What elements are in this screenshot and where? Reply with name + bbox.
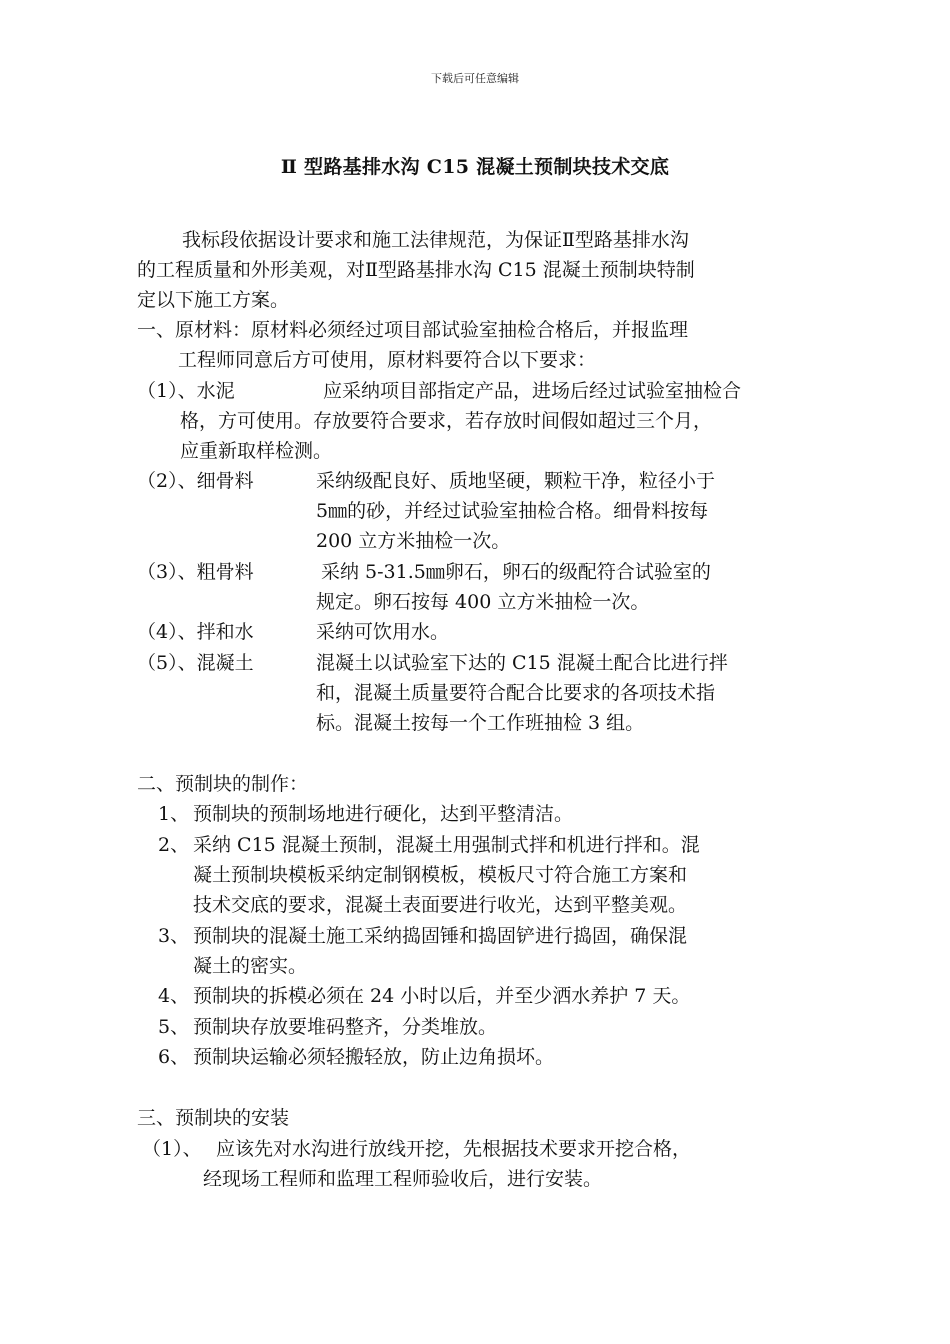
- intro-line: 的工程质量和外形美观，对Ⅱ型路基排水沟 C15 混凝土预制块特制: [137, 259, 695, 281]
- section3-heading: 三、预制块的安装: [137, 1107, 290, 1129]
- material-item-number: （5）、混凝土: [137, 652, 254, 674]
- material-item-text: 标。混凝土按每一个工作班抽检 3 组。: [316, 712, 645, 734]
- material-item-text: 采纳 5-31.5㎜卵石，卵石的级配符合试验室的: [321, 561, 711, 583]
- material-item-text: 200 立方米抽检一次。: [316, 530, 511, 552]
- install-item-number: （1）、: [142, 1138, 202, 1160]
- material-item-text: 应重新取样检测。: [180, 440, 333, 462]
- page-header: 下载后可任意编辑: [431, 72, 519, 85]
- step-text: 采纳 C15 混凝土预制，混凝土用强制式拌和机进行拌和。混: [193, 834, 700, 856]
- section2-heading: 二、预制块的制作：: [137, 773, 309, 795]
- material-item-number: （4）、拌和水: [137, 621, 254, 643]
- material-item-text: 格，方可使用。存放要符合要求，若存放时间假如超过三个月，: [180, 410, 713, 432]
- material-item-text: 规定。卵石按每 400 立方米抽检一次。: [316, 591, 650, 613]
- intro-line: 定以下施工方案。: [137, 289, 290, 311]
- material-item-number: （1）、水泥: [137, 380, 235, 402]
- material-item-text: 采纳级配良好、质地坚硬，颗粒干净，粒径小于: [316, 470, 716, 492]
- step-text: 凝土的密实。: [193, 955, 308, 977]
- step-text: 预制块运输必须轻搬轻放，防止边角损坏。: [193, 1046, 555, 1068]
- step-text: 技术交底的要求，混凝土表面要进行收光，达到平整美观。: [193, 894, 688, 916]
- material-item-text: 采纳可饮用水。: [316, 621, 450, 643]
- material-item-text: 应采纳项目部指定产品，进场后经过试验室抽检合: [323, 380, 742, 402]
- install-item-text: 应该先对水沟进行放线开挖，先根据技术要求开挖合格，: [216, 1138, 692, 1160]
- section1-heading: 一、原材料：原材料必须经过项目部试验室抽检合格后，并报监理: [137, 319, 689, 341]
- material-item-text: 和，混凝土质量要符合配合比要求的各项技术指: [316, 682, 716, 704]
- step-text: 预制块的预制场地进行硬化，达到平整清洁。: [193, 803, 574, 825]
- intro-line: 我标段依据设计要求和施工法律规范，为保证Ⅱ型路基排水沟: [182, 229, 689, 251]
- step-text: 预制块的拆模必须在 24 小时以后，并至少洒水养护 7 天。: [193, 985, 691, 1007]
- install-item-text: 经现场工程师和监理工程师验收后，进行安装。: [203, 1168, 603, 1190]
- step-text: 预制块的混凝土施工采纳捣固锤和捣固铲进行捣固，确保混: [193, 925, 688, 947]
- material-item-text: 混凝土以试验室下达的 C15 混凝土配合比进行拌: [316, 652, 728, 674]
- material-item-number: （3）、粗骨料: [137, 561, 254, 583]
- step-text: 预制块存放要堆码整齐，分类堆放。: [193, 1016, 498, 1038]
- step-text: 凝土预制块模板采纳定制钢模板，模板尺寸符合施工方案和: [193, 864, 688, 886]
- step-number: 6、: [158, 1046, 190, 1068]
- step-number: 2、: [158, 834, 190, 856]
- step-number: 5、: [158, 1016, 190, 1038]
- step-number: 3、: [158, 925, 190, 947]
- section1-heading-cont: 工程师同意后方可使用，原材料要符合以下要求：: [178, 349, 597, 371]
- step-number: 1、: [158, 803, 190, 825]
- step-number: 4、: [158, 985, 190, 1007]
- material-item-number: （2）、细骨料: [137, 470, 254, 492]
- document-title: Ⅱ 型路基排水沟 C15 混凝土预制块技术交底: [280, 156, 670, 178]
- material-item-text: 5㎜的砂，并经过试验室抽检合格。细骨料按每: [316, 500, 709, 522]
